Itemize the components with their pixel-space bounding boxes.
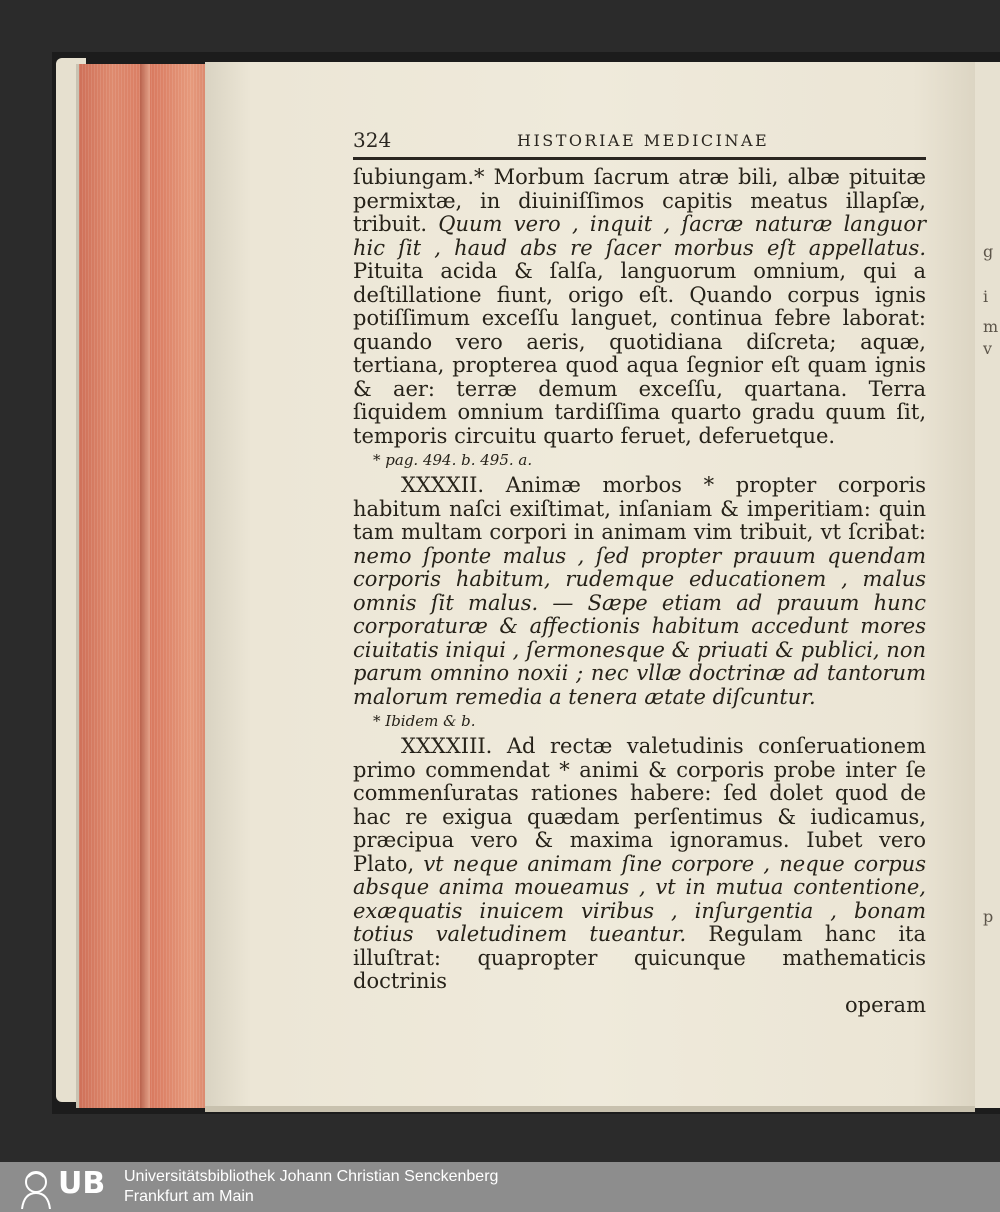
section-43 <box>353 735 926 994</box>
section-42 <box>353 474 926 709</box>
text-span: Pituita acida & ſalſa, languorum omnium, qui a deſtillatione fiunt, origo eſt. Quando corpus ignis potiſſimum exceſſu languet, continua febre laborat: quando vero aeris, quotidiana diſcreta; aquæ, tertiana, propterea quod aqua ſegnior eſt quam ignis & aer: terræ demum exceſſu, quartana. Terra ſiquidem omnium tardiſſima quarto gradu quum ſit, temporis circuitu quarto feruet, deferuetque. <box>353 259 926 448</box>
section-numeral: XXXXIII. <box>401 734 493 758</box>
next-page-fragment: g <box>983 242 994 261</box>
next-page-fragment: v <box>983 339 993 358</box>
text-span: ſubiungam.* Morbum ſacrum atræ bili, albæ pituitæ permixtæ, in diuiniſſimos capitis meatus illapſæ, tribuit. <box>353 165 926 236</box>
italic-quote: vt neque animam ſine corpore , neque corpus absque anima moueamus , vt in mutua contentione, exæquatis inuicem viribus , inſurgentia , bonam totius valetudinem tueantur. <box>353 851 926 946</box>
library-name: Universitätsbibliothek Johann Christian Senckenberg <box>124 1168 499 1185</box>
footnote-2: * Ibidem & b. <box>373 712 476 730</box>
italic-quote: Quum vero , inquit , ſacræ naturæ languor hic ſit , haud abs re ſacer morbus eſt appellatus. <box>353 212 927 260</box>
next-page-fragment: p <box>983 907 994 926</box>
text-span: Regulam hanc ita illuſtrat: quapropter quicunque mathematicis doctrinis <box>353 922 926 993</box>
ub-logo-text: UB <box>58 1166 106 1201</box>
next-page-edge <box>975 62 1000 1108</box>
next-page-fragment: i <box>983 287 989 306</box>
running-head: HISTORIAE MEDICINAE <box>517 131 770 150</box>
text-span: Animæ morbos * propter corporis habitum naſci exiſtimat, inſaniam & imperitiam: quin tam multam corpori in animam vim tribuit, vt ſcribat: <box>353 473 926 544</box>
next-page-fragment: m <box>983 317 999 336</box>
library-footer <box>0 1162 1000 1212</box>
page-header <box>353 128 926 156</box>
page-bottom-edge <box>205 1106 975 1112</box>
text-span: Ad rectæ valetudinis conſeruationem primo commendat * animi & corporis probe inter ſe commenſuratas rationes habere: ſed dolet quod de hac re exigua quædam perſentimus & iudicamus, præcipua vero & maxima ignoramus. Iubet vero Plato, <box>353 734 926 876</box>
page-edge-gap <box>140 64 150 1108</box>
header-rule <box>353 157 926 160</box>
italic-quote: nemo ſponte malus , ſed propter prauum quendam corporis habitum, rudemque educationem , malus omnis ſit malus. — Sæpe etiam ad prauum hunc corporaturæ & affectionis habitum accedunt mores ciuitatis iniqui , ſermonesque & priuati & publici, non parum omnino noxii ; nec vllæ doctrinæ ad tantorum malorum remedia a tenera ætate diſcuntur. <box>353 543 926 709</box>
catchword: operam <box>845 992 926 1017</box>
paragraph-1 <box>353 166 926 448</box>
section-numeral: XXXXII. <box>401 473 485 497</box>
footnote-1: * pag. 494. b. 495. a. <box>373 451 533 469</box>
page-text <box>353 166 926 1017</box>
page-number: 324 <box>353 128 392 152</box>
library-location: Frankfurt am Main <box>124 1188 254 1205</box>
